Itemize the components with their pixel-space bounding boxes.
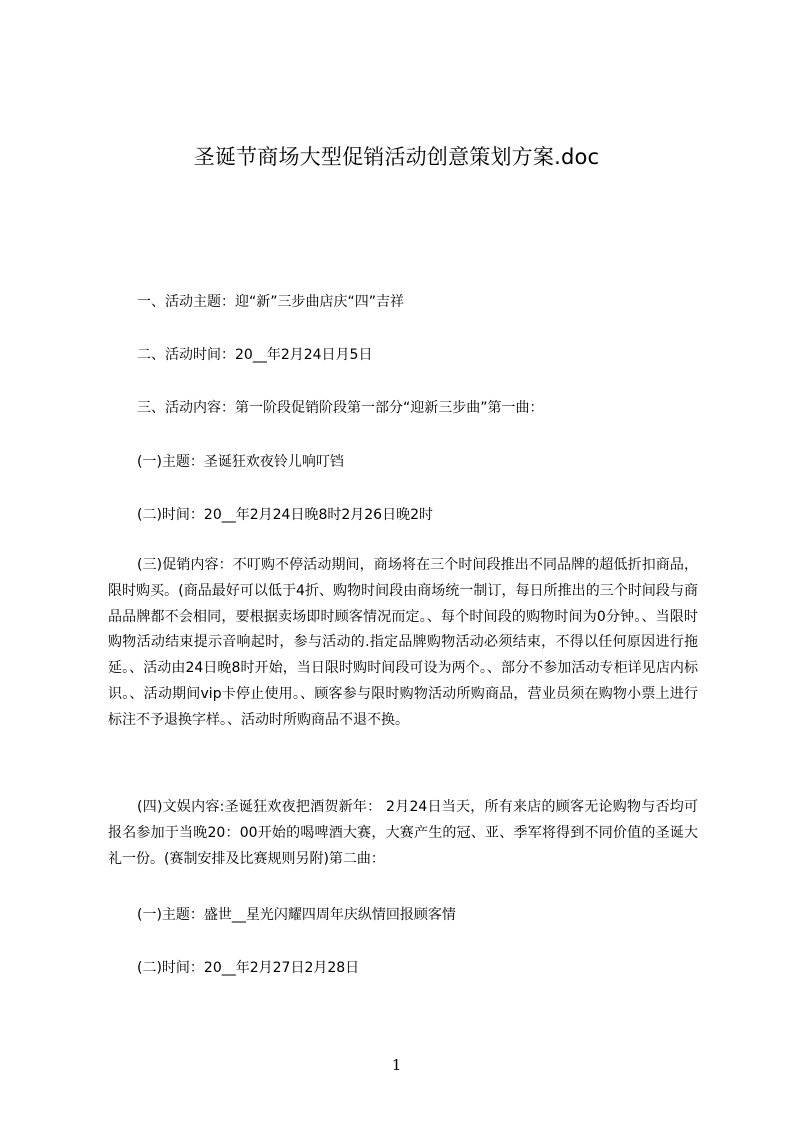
sub-theme-line: (一)主题：圣诞狂欢夜铃儿响叮铛 [137, 454, 344, 470]
promo-paragraph-text: (三)促销内容：不叮购不停活动期间，商场将在三个时间段推出不同品牌的超低折扣商品，限时购买。(商品最好可以低于4折、购物时间段由商场统一制订，每日所推出的三个时间段与商品品牌都不会相同，要根据卖场即时顾客情况而定。、每个时间段的购物时间为0分钟。、当限时购物活动结束提示音响起时，参与活动的.指定品牌购物活动必须结束，不得以任何原因进行拖延。、活动由24日晚8时开始，当日限时购时间段可设为两个。、部分不参加活动专柜详见店内标识。、活动期间vip卡停止使用。、顾客参与限时购物活动所购商品，营业员须在购物小票上进行标注不予退换字样。、活动时所购商品不退不换。 [108, 557, 698, 728]
entertainment-paragraph [108, 795, 698, 875]
section-content: 三、活动内容：第一阶段促销阶段第一部分“迎新三步曲”第一曲： [137, 400, 544, 416]
second-time-line: (二)时间：20__年2月27日2月28日 [137, 960, 360, 976]
section-time: 二、活动时间：20__年2月24日月5日 [137, 347, 373, 363]
section-theme: 一、活动主题：迎“新”三步曲店庆“四”吉祥 [137, 294, 405, 310]
promo-paragraph [108, 553, 698, 763]
entertainment-paragraph-text: (四)文娱内容:圣诞狂欢夜把酒贺新年： 2月24日当天，所有来店的顾客无论购物与否均可报名参加于当晚20：00开始的喝啤酒大赛，大赛产生的冠、亚、季军将得到不同价值的圣诞大礼一份。(赛制安排及比赛规则另附)第二曲： [108, 799, 698, 867]
second-theme-line: (一)主题：盛世__星光闪耀四周年庆纵情回报顾客情 [137, 907, 456, 923]
page-number: 1 [391, 1056, 402, 1074]
document-title: 圣诞节商场大型促销活动创意策划方案.doc [193, 145, 600, 169]
sub-time-line: (二)时间：20__年2月24日晚8时2月26日晚2时 [137, 507, 433, 523]
